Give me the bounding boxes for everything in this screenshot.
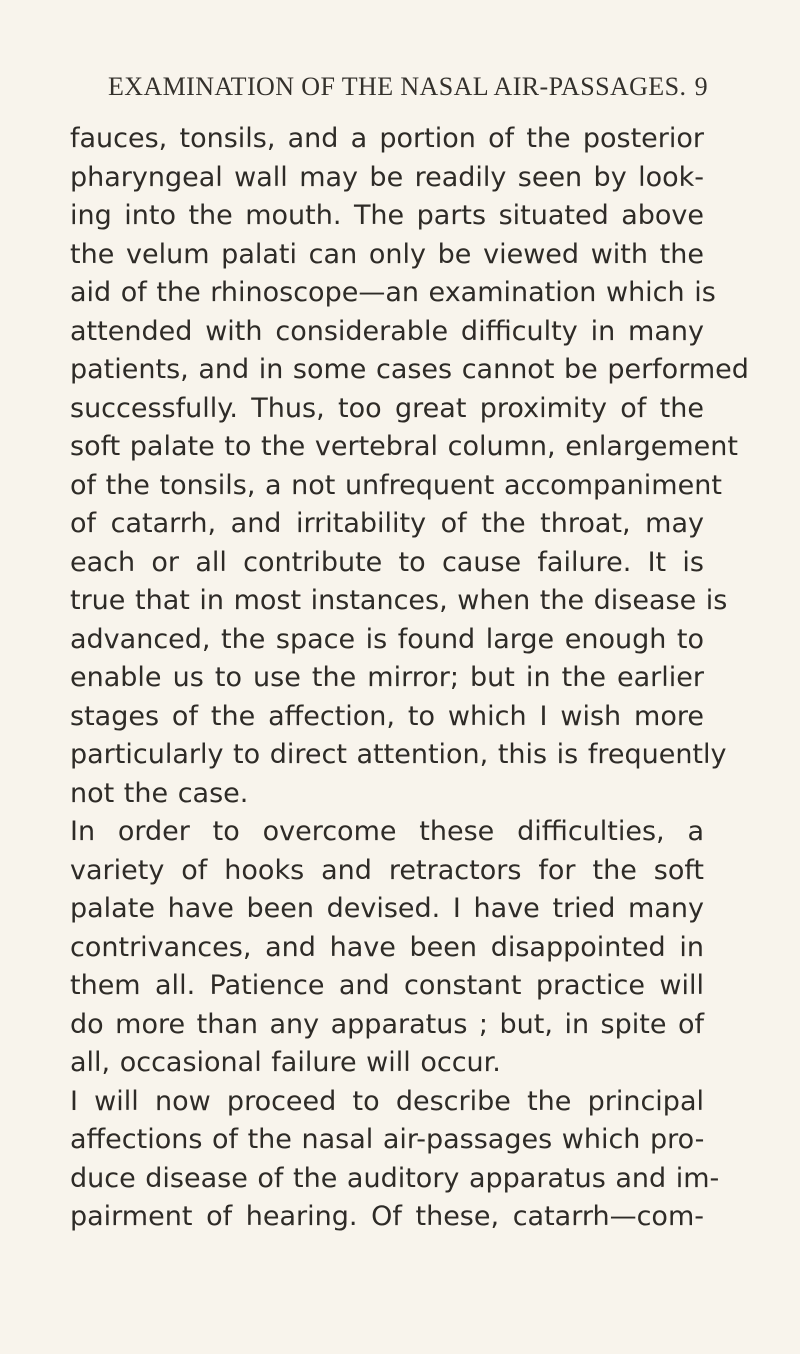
text-line: particularly to direct attention, this is frequently xyxy=(70,739,727,770)
text-line: duce disease of the auditory apparatus and im- xyxy=(70,1162,720,1194)
text-line: the velum palati can only be viewed with the xyxy=(70,238,704,270)
text-line: aid of the rhinoscope—an examination which is xyxy=(70,277,716,308)
text-line: successfully. Thus, too great proximity of the xyxy=(70,392,704,424)
text-line: attended with considerable difficulty in many xyxy=(70,315,704,347)
text-line: stages of the affection, to which I wish more xyxy=(70,700,704,732)
text-line: pharyngeal wall may be readily seen by look- xyxy=(70,161,704,193)
text-line: variety of hooks and retractors for the soft xyxy=(70,854,704,886)
text-line: affections of the nasal air-passages which pro- xyxy=(70,1124,705,1155)
text-line: all, occasional failure will occur. xyxy=(70,1047,501,1078)
body-text xyxy=(70,120,749,1237)
text-line: I will now proceed to describe the principal xyxy=(70,1085,704,1117)
running-head xyxy=(108,72,708,102)
text-line: each or all contribute to cause failure. It is xyxy=(70,546,704,578)
text-line: of the tonsils, a not unfrequent accompaniment xyxy=(70,469,722,501)
running-head-title: EXAMINATION OF THE NASAL AIR-PASSAGES. xyxy=(108,72,687,101)
text-line: soft palate to the vertebral column, enlargement xyxy=(70,431,738,462)
text-line: advanced, the space is found large enough to xyxy=(70,623,704,655)
page-number: 9 xyxy=(694,72,708,101)
text-line: palate have been devised. I have tried many xyxy=(70,893,704,924)
text-line: contrivances, and have been disappointed in xyxy=(70,931,704,963)
text-line: them all. Patience and constant practice will xyxy=(70,970,704,1001)
text-line: enable us to use the mirror; but in the earlier xyxy=(70,662,704,693)
text-line: In order to overcome these difficulties, a xyxy=(70,816,704,847)
text-line: pairment of hearing. Of these, catarrh—com- xyxy=(70,1201,704,1232)
text-line: do more than any apparatus ; but, in spite of xyxy=(70,1008,704,1040)
text-line: fauces, tonsils, and a portion of the posterior xyxy=(70,123,704,154)
text-line: ing into the mouth. The parts situated above xyxy=(70,200,704,231)
text-line: of catarrh, and irritability of the throat, may xyxy=(70,508,704,539)
text-line: not the case. xyxy=(70,777,249,809)
text-line: true that in most instances, when the disease is xyxy=(70,585,728,616)
text-line: patients, and in some cases cannot be performed xyxy=(70,354,749,385)
